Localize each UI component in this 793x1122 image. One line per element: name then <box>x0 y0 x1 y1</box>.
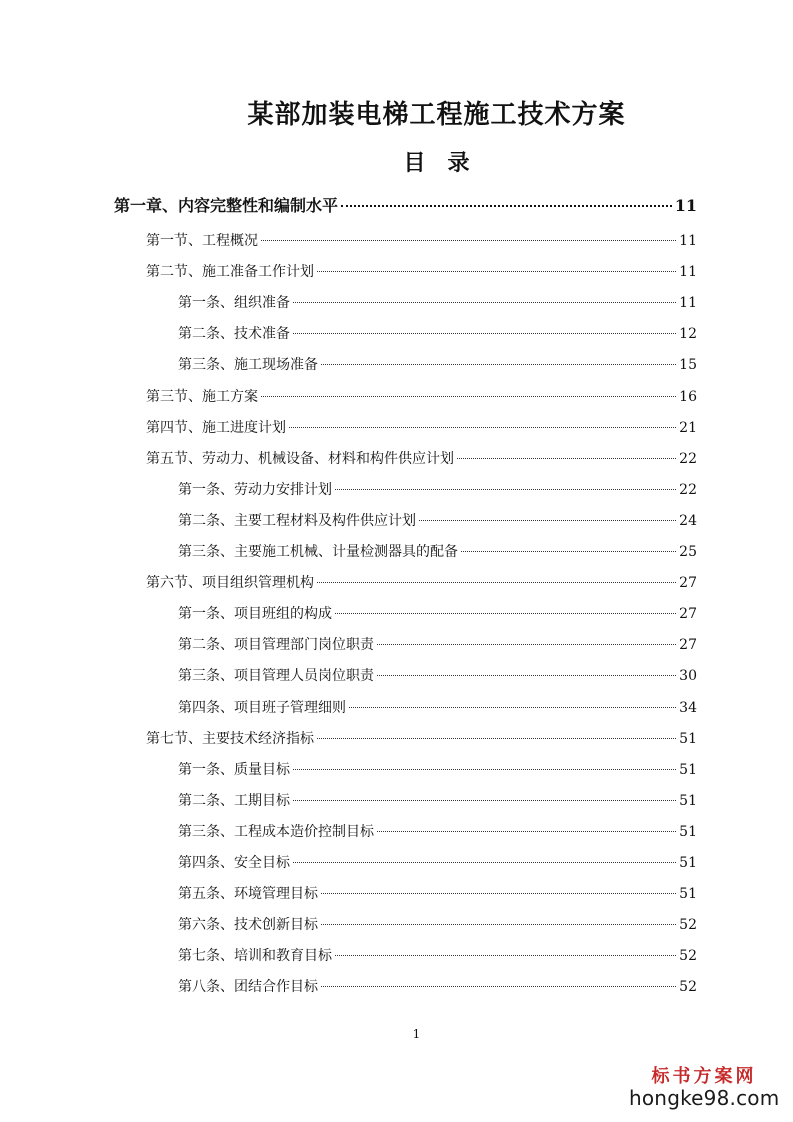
toc-entry-label: 第八条、团结合作目标 <box>178 979 318 996</box>
toc-dot-leader <box>317 582 676 583</box>
toc-entry-page: 16 <box>679 388 697 405</box>
toc-entry-page: 25 <box>679 544 697 560</box>
toc-entry-page: 52 <box>679 948 697 965</box>
toc-entry-label: 第七条、培训和教育目标 <box>178 948 332 965</box>
toc-entry[interactable] <box>178 759 697 783</box>
site-watermark <box>629 1062 779 1110</box>
toc-entry[interactable] <box>178 665 697 689</box>
toc-entry-page: 11 <box>679 233 697 249</box>
toc-entry-page: 22 <box>679 481 697 498</box>
page-number: 1 <box>412 1027 421 1041</box>
toc-heading: 目 录 <box>403 150 470 176</box>
toc-entry-label: 第三条、工程成本造价控制目标 <box>178 823 374 840</box>
toc-entry[interactable] <box>178 292 697 316</box>
toc-entry[interactable] <box>178 821 697 845</box>
toc-entry[interactable] <box>178 541 697 565</box>
toc-dot-leader <box>289 427 676 428</box>
toc-entry-page: 27 <box>679 637 697 654</box>
watermark-url: hongke98.com <box>629 1086 780 1110</box>
toc-entry-page: 51 <box>679 855 697 871</box>
toc-dot-leader <box>377 675 676 676</box>
toc-entry[interactable] <box>178 790 697 814</box>
toc-dot-leader <box>321 986 676 987</box>
toc-dot-leader <box>317 738 676 739</box>
toc-dot-leader <box>335 955 676 956</box>
toc-entry-page: 51 <box>679 792 697 809</box>
toc-dot-leader <box>341 205 672 207</box>
toc-entry-page: 51 <box>679 886 697 903</box>
toc-entry[interactable] <box>114 193 697 217</box>
toc-entry-page: 21 <box>679 419 697 436</box>
toc-entry[interactable] <box>178 883 697 907</box>
toc-entry[interactable] <box>146 230 697 254</box>
toc-dot-leader <box>293 333 676 334</box>
toc-entry-page: 27 <box>679 575 697 592</box>
toc-entry-label: 第一节、工程概况 <box>146 233 258 249</box>
toc-entry-page: 52 <box>679 917 697 934</box>
toc-entry[interactable] <box>146 572 697 596</box>
toc-entry-label: 第二条、工期目标 <box>178 792 290 809</box>
toc-entry-page: 51 <box>679 823 697 840</box>
toc-dot-leader <box>349 707 676 708</box>
toc-entry[interactable] <box>178 914 697 938</box>
toc-entry-page: 24 <box>679 512 697 529</box>
toc-entry-label: 第五条、环境管理目标 <box>178 886 318 903</box>
toc-dot-leader <box>321 893 676 894</box>
toc-entry-label: 第四条、项目班子管理细则 <box>178 699 346 716</box>
toc-entry-page: 51 <box>679 730 697 747</box>
toc-dot-leader <box>293 302 676 303</box>
toc-entry-label: 第一条、项目班组的构成 <box>178 606 332 623</box>
toc-entry-label: 第二条、主要工程材料及构件供应计划 <box>178 512 416 529</box>
toc-entry-label: 第六条、技术创新目标 <box>178 917 318 934</box>
toc-entry[interactable] <box>178 976 697 1000</box>
toc-entry-page: 12 <box>679 326 697 343</box>
toc-entry-page: 51 <box>679 761 697 778</box>
toc-entry-page: 11 <box>679 264 697 281</box>
toc-dot-leader <box>461 551 676 552</box>
toc-entry-label: 第一条、劳动力安排计划 <box>178 481 332 498</box>
toc-dot-leader <box>261 396 676 397</box>
toc-entry[interactable] <box>178 634 697 658</box>
toc-entry-label: 第六节、项目组织管理机构 <box>146 575 314 592</box>
toc-entry-label: 第二节、施工准备工作计划 <box>146 264 314 281</box>
toc-entry[interactable] <box>178 510 697 534</box>
toc-dot-leader <box>377 831 676 832</box>
toc-dot-leader <box>293 862 676 863</box>
toc-entry-label: 第一条、组织准备 <box>178 295 290 312</box>
toc-entry[interactable] <box>146 261 697 285</box>
toc-entry-page: 52 <box>679 979 697 996</box>
toc-entry-page: 11 <box>679 295 697 312</box>
toc-dot-leader <box>335 489 676 490</box>
toc-entry[interactable] <box>178 697 697 721</box>
toc-entry-label: 第三条、施工现场准备 <box>178 357 318 374</box>
document-title: 某部加装电梯工程施工技术方案 <box>247 100 626 130</box>
toc-entry[interactable] <box>146 448 697 472</box>
toc-dot-leader <box>317 271 676 272</box>
toc-entry-page: 22 <box>679 450 697 467</box>
toc-entry[interactable] <box>178 354 697 378</box>
toc-dot-leader <box>321 924 676 925</box>
toc-entry[interactable] <box>146 386 697 410</box>
toc-dot-leader <box>335 613 676 614</box>
toc-entry[interactable] <box>178 603 697 627</box>
toc-entry-label: 第四节、施工进度计划 <box>146 419 286 436</box>
toc-entry-page: 30 <box>679 668 697 685</box>
toc-entry-page: 15 <box>679 357 697 374</box>
toc-entry-page: 11 <box>674 196 697 215</box>
toc-entry-label: 第四条、安全目标 <box>178 855 290 871</box>
toc-entry[interactable] <box>146 728 697 752</box>
toc-entry-page: 34 <box>679 699 697 716</box>
toc-entry-page: 27 <box>679 606 697 623</box>
toc-entry-label: 第一章、内容完整性和编制水平 <box>114 196 339 215</box>
toc-entry[interactable] <box>178 852 697 876</box>
toc-entry-label: 第二条、项目管理部门岗位职责 <box>178 637 374 654</box>
toc-entry-label: 第二条、技术准备 <box>178 326 290 343</box>
toc-entry-label: 第三条、项目管理人员岗位职责 <box>178 668 374 685</box>
toc-entry-label: 第七节、主要技术经济指标 <box>146 730 314 747</box>
toc-entry[interactable] <box>178 945 697 969</box>
toc-dot-leader <box>293 800 676 801</box>
toc-dot-leader <box>457 458 676 459</box>
toc-entry[interactable] <box>178 479 697 503</box>
toc-entry[interactable] <box>178 323 697 347</box>
watermark-name: 标书方案网 <box>651 1066 757 1087</box>
toc-entry-label: 第一条、质量目标 <box>178 761 290 778</box>
toc-dot-leader <box>377 644 676 645</box>
toc-dot-leader <box>261 240 676 241</box>
toc-entry[interactable] <box>146 417 697 441</box>
toc-dot-leader <box>293 769 676 770</box>
toc-entry-label: 第三节、施工方案 <box>146 388 258 405</box>
toc-entry-label: 第五节、劳动力、机械设备、材料和构件供应计划 <box>146 450 454 467</box>
toc-dot-leader <box>419 520 676 521</box>
toc-dot-leader <box>321 364 676 365</box>
toc-entry-label: 第三条、主要施工机械、计量检测器具的配备 <box>178 544 458 560</box>
